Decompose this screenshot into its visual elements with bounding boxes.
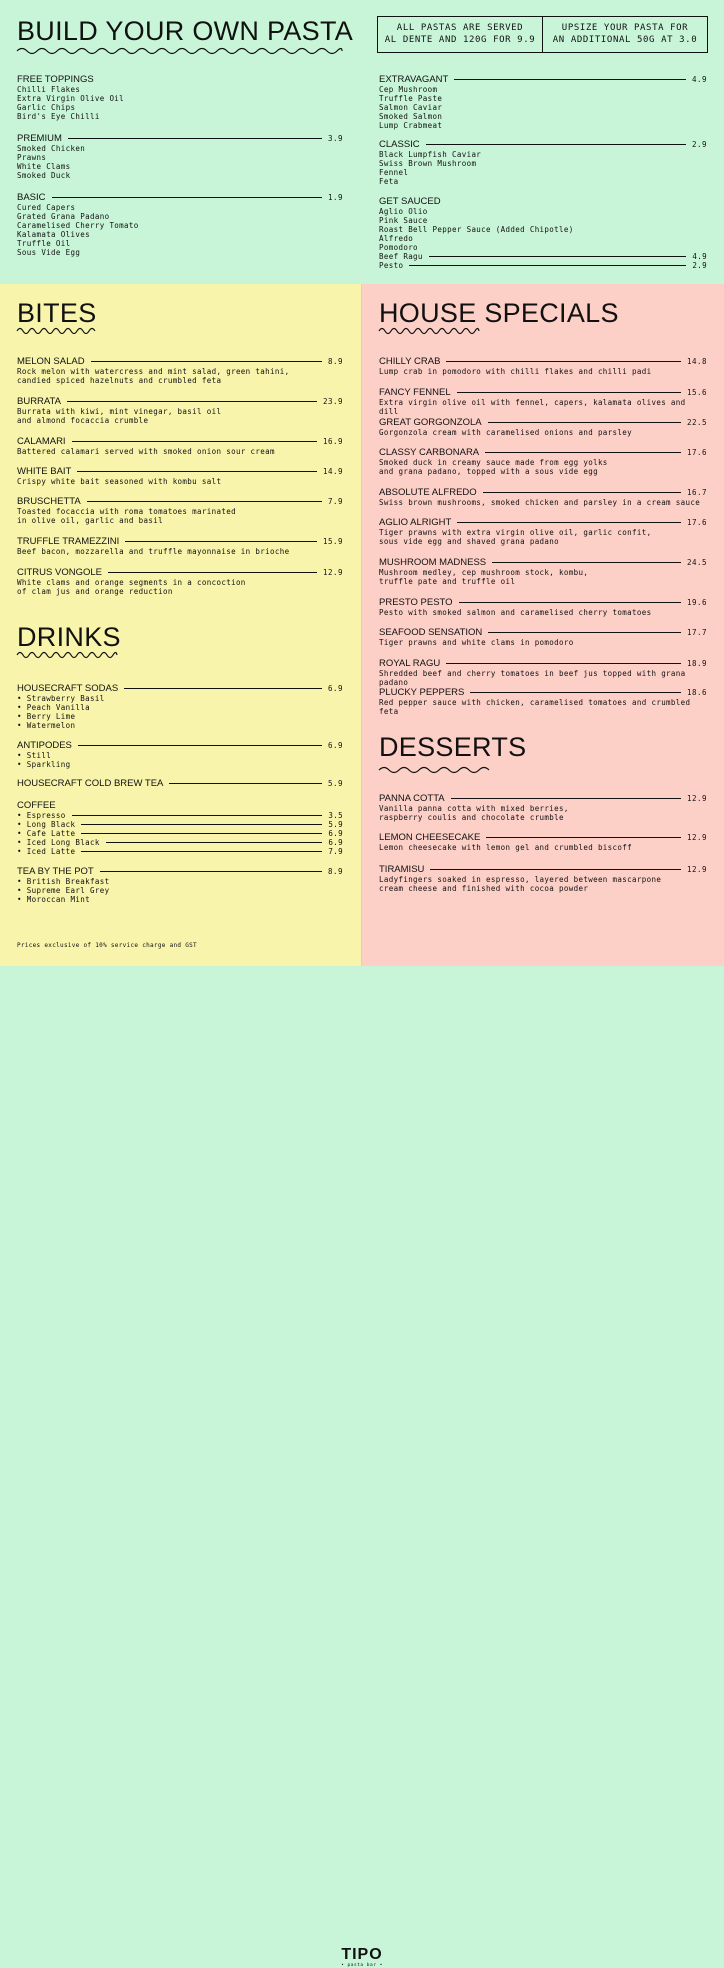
menu-item [17, 356, 343, 385]
item-name: GET SAUCED [379, 196, 441, 207]
item-price: 4.9 [691, 75, 707, 84]
menu-item [379, 447, 707, 476]
menu-item [379, 627, 707, 647]
item-desc: Toasted focaccia with roma tomatoes marinated in olive oil, garlic and basil [17, 507, 236, 525]
item-name: TRUFFLE TRAMEZZINI [17, 536, 120, 547]
build-your-own-pasta-section [0, 0, 724, 284]
menu-item [17, 396, 343, 425]
menu-item [379, 557, 707, 586]
item-price: 24.5 [686, 558, 707, 567]
item-price: 12.9 [686, 794, 707, 803]
item-desc: Aglio Olio Pink Sauce Roast Bell Pepper Sauce (Added Chipotle) Alfredo Pomodoro [379, 207, 574, 252]
price-note: Prices exclusive of 10% service charge and GST [17, 942, 197, 949]
item-desc: Lemon cheesecake with lemon gel and crumbled biscoff [379, 843, 632, 852]
coffee-item: • Espresso 3.5 [17, 811, 343, 820]
menu-item [379, 597, 707, 617]
menu-item [379, 864, 707, 893]
item-desc: Swiss brown mushrooms, smoked chicken and parsley in a cream sauce [379, 498, 701, 507]
item-price: 18.9 [686, 659, 707, 668]
menu-item [379, 687, 707, 716]
basic-toppings [17, 192, 343, 257]
item-price: 5.9 [327, 779, 343, 788]
menu-item [379, 793, 707, 822]
wave-divider [17, 46, 342, 56]
housecraft-sodas [17, 683, 343, 730]
item-desc: Cured Capers Grated Grana Padano Caramelised Cherry Tomato Kalamata Olives Truffle Oil Sous Vide Egg [17, 203, 139, 257]
item-desc: Red pepper sauce with chicken, caramelised tomatoes and crumbled feta [379, 698, 691, 716]
item-price: 3.9 [327, 134, 343, 143]
item-price: 14.9 [322, 467, 343, 476]
item-price: 19.6 [686, 598, 707, 607]
wave-divider [379, 326, 479, 336]
item-price: 16.9 [322, 437, 343, 446]
item-desc: Gorgonzola cream with caramelised onions and parsley [379, 428, 632, 437]
item-desc: Smoked Chicken Prawns White Clams Smoked Duck [17, 144, 86, 180]
wave-divider [17, 326, 95, 336]
item-price: 1.9 [327, 193, 343, 202]
item-price: 7.9 [327, 497, 343, 506]
item-desc: Battered calamari served with smoked onion sour cream [17, 447, 275, 456]
menu-item [17, 567, 343, 596]
pasta-info-box [377, 16, 708, 53]
item-name: PRESTO PESTO [379, 597, 453, 608]
item-price: 12.9 [322, 568, 343, 577]
item-desc: Chilli Flakes Extra Virgin Olive Oil Garlic Chips Bird's Eye Chilli [17, 85, 125, 121]
item-name: PANNA COTTA [379, 793, 445, 804]
free-toppings [17, 74, 343, 121]
item-desc: Smoked duck in creamy sauce made from egg yolks and grana padano, topped with a sous vide egg [379, 458, 608, 476]
item-name: LEMON CHEESECAKE [379, 832, 481, 843]
item-desc: • Still • Sparkling [17, 751, 71, 769]
item-price: 6.9 [327, 741, 343, 750]
item-desc: • Strawberry Basil • Peach Vanilla • Berry Lime • Watermelon [17, 694, 105, 730]
antipodes [17, 740, 343, 769]
item-name: PLUCKY PEPPERS [379, 687, 465, 698]
item-desc: Black Lumpfish Caviar Swiss Brown Mushroom Fennel Feta [379, 150, 482, 186]
item-name: EXTRAVAGANT [379, 74, 449, 85]
item-desc: Shredded beef and cherry tomatoes in beef jus topped with grana padano [379, 669, 686, 687]
item-name: BASIC [17, 192, 46, 203]
item-price: 15.6 [686, 388, 707, 397]
item-name: ROYAL RAGU [379, 658, 441, 669]
item-price: 12.9 [686, 865, 707, 874]
house-specials-section [362, 284, 724, 966]
item-price: 8.9 [327, 357, 343, 366]
menu-item [379, 417, 707, 437]
item-desc: Rock melon with watercress and mint salad, green tahini, candied spiced hazelnuts and crumbled feta [17, 367, 290, 385]
item-price: 6.9 [327, 684, 343, 693]
footer [0, 966, 724, 1968]
item-price: 14.8 [686, 357, 707, 366]
item-name: CHILLY CRAB [379, 356, 441, 367]
item-name: ABSOLUTE ALFREDO [379, 487, 477, 498]
item-name: BRUSCHETTA [17, 496, 81, 507]
tea-by-the-pot [17, 866, 343, 904]
item-desc: Cep Mushroom Truffle Paste Salmon Caviar Smoked Salmon Lump Crabmeat [379, 85, 443, 130]
item-name: TEA BY THE POT [17, 866, 94, 877]
sauce-pesto: Pesto 2.9 [379, 261, 707, 270]
bites-drinks-section [0, 284, 362, 966]
info-upsize: UPSIZE YOUR PASTA FOR AN ADDITIONAL 50G AT 3.0 [542, 17, 707, 52]
item-price: 2.9 [691, 140, 707, 149]
coffee-item: • Long Black 5.9 [17, 820, 343, 829]
sauce-beef-ragu: Beef Ragu 4.9 [379, 252, 707, 261]
item-price: 17.7 [686, 628, 707, 637]
item-price: 23.9 [322, 397, 343, 406]
item-desc: Crispy white bait seasoned with kombu salt [17, 477, 222, 486]
wave-divider [379, 765, 489, 775]
menu-item [379, 387, 707, 416]
bites-title: BITES [17, 298, 97, 328]
get-sauced [379, 196, 707, 270]
item-name: GREAT GORGONZOLA [379, 417, 482, 428]
item-price: 16.7 [686, 488, 707, 497]
extravagant-toppings [379, 74, 707, 130]
info-base-price: ALL PASTAS ARE SERVED AL DENTE AND 120G FOR 9.9 [384, 23, 536, 45]
item-name: CLASSY CARBONARA [379, 447, 480, 458]
menu-item [379, 487, 707, 507]
item-name: HOUSECRAFT COLD BREW TEA [17, 778, 164, 789]
item-name: CITRUS VONGOLE [17, 567, 102, 578]
item-price: 12.9 [686, 833, 707, 842]
menu-item [17, 466, 343, 486]
item-price: 22.5 [686, 418, 707, 427]
item-desc: White clams and orange segments in a concoction of clam jus and orange reduction [17, 578, 246, 596]
menu-item [17, 536, 343, 556]
item-name: WHITE BAIT [17, 466, 72, 477]
item-name: COFFEE [17, 800, 56, 811]
coffee-item: • Iced Latte 7.9 [17, 847, 343, 856]
pasta-title: BUILD YOUR OWN PASTA [17, 16, 354, 46]
logo-tagline: • pasta bar • [341, 1963, 383, 1968]
item-name: MELON SALAD [17, 356, 85, 367]
item-price: 17.6 [686, 448, 707, 457]
item-name: FANCY FENNEL [379, 387, 451, 398]
item-desc: Burrata with kiwi, mint vinegar, basil oil and almond focaccia crumble [17, 407, 222, 425]
item-desc: Tiger prawns with extra virgin olive oil, garlic confit, sous vide egg and shaved grana padano [379, 528, 652, 546]
item-name: MUSHROOM MADNESS [379, 557, 487, 568]
logo-mark: TIPO [341, 1946, 383, 1963]
item-desc: Pesto with smoked salmon and caramelised cherry tomatoes [379, 608, 652, 617]
menu-item [379, 517, 707, 546]
item-name: HOUSECRAFT SODAS [17, 683, 119, 694]
drinks-title: DRINKS [17, 622, 121, 652]
coffee-item: • Cafe Latte 6.9 [17, 829, 343, 838]
cold-brew-tea [17, 778, 343, 789]
item-name: PREMIUM [17, 133, 62, 144]
item-name: TIRAMISU [379, 864, 425, 875]
wave-divider [17, 650, 117, 660]
coffee [17, 800, 343, 856]
item-desc: • British Breakfast • Supreme Earl Grey • Moroccan Mint [17, 877, 110, 904]
menu-item [379, 658, 707, 687]
item-price: 8.9 [327, 867, 343, 876]
item-desc: Beef bacon, mozzarella and truffle mayonnaise in brioche [17, 547, 290, 556]
item-name: AGLIO ALRIGHT [379, 517, 452, 528]
item-desc: Extra virgin olive oil with fennel, capers, kalamata olives and dill [379, 398, 686, 416]
item-desc: Ladyfingers soaked in espresso, layered between mascarpone cream cheese and finished with cocoa powder [379, 875, 662, 893]
premium-toppings [17, 133, 343, 180]
coffee-item: • Iced Long Black 6.9 [17, 838, 343, 847]
item-price: 18.6 [686, 688, 707, 697]
item-desc: Lump crab in pomodoro with chilli flakes and chilli padi [379, 367, 652, 376]
item-price: 17.6 [686, 518, 707, 527]
item-name: ANTIPODES [17, 740, 72, 751]
house-specials-title: HOUSE SPECIALS [379, 298, 619, 328]
menu-item [379, 356, 707, 376]
menu-item [379, 832, 707, 852]
item-name: SEAFOOD SENSATION [379, 627, 483, 638]
item-desc: Tiger prawns and white clams in pomodoro [379, 638, 574, 647]
item-price: 15.9 [322, 537, 343, 546]
menu-item [17, 496, 343, 525]
item-name: BURRATA [17, 396, 61, 407]
desserts-title: DESSERTS [379, 732, 527, 762]
item-name: FREE TOPPINGS [17, 74, 94, 85]
classic-toppings [379, 139, 707, 186]
item-name: CALAMARI [17, 436, 66, 447]
item-name: CLASSIC [379, 139, 420, 150]
item-desc: Mushroom medley, cep mushroom stock, kombu, truffle pate and truffle oil [379, 568, 589, 586]
tipo-logo [337, 1946, 387, 1968]
menu-item [17, 436, 343, 456]
item-desc: Vanilla panna cotta with mixed berries, raspberry coulis and chocolate crumble [379, 804, 569, 822]
